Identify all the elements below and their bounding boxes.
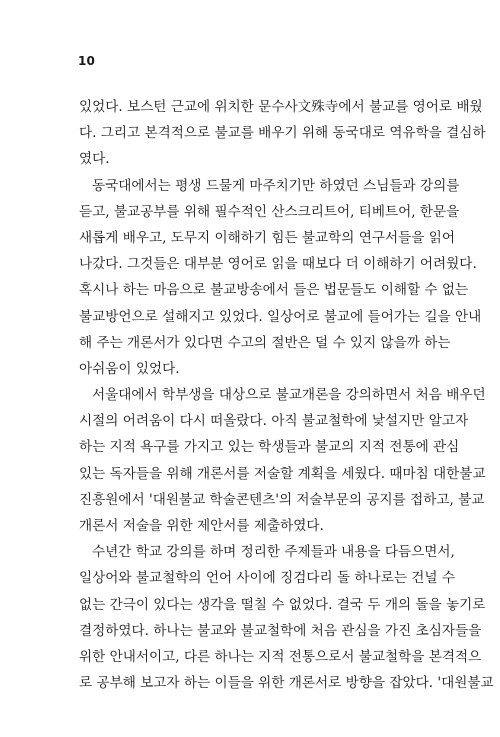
text-line: 있었다. 보스턴 근교에 위치한 문수사文殊寺에서 불교를 영어로 배웠 (79, 99, 483, 115)
text-line: 동국대에서는 평생 드물게 마주치기만 하였던 스님들과 강의를 (92, 177, 460, 194)
text-line: 듣고, 불교공부를 위해 필수적인 산스크리트어, 티베트어, 한문을 (79, 203, 460, 220)
page-number: 10 (78, 54, 96, 68)
text-line: 해 주는 개론서가 있다면 수고의 절반은 덜 수 있지 않을까 하는 (79, 334, 451, 351)
text-line: 나갔다. 그것들은 대부분 영어로 읽을 때보다 더 이해하기 어려웠다. (79, 256, 477, 273)
text-line: 수년간 학교 강의를 하며 정리한 주제들과 내용을 다듬으면서, (92, 544, 455, 561)
text-line: 위한 안내서이고, 다른 하나는 지적 전통으로서 불교철학을 본격적으 (79, 648, 482, 665)
text-line: 아쉬움이 있었다. (79, 360, 180, 377)
text-line: 없는 간극이 있다는 생각을 떨칠 수 없었다. 결국 두 개의 돌을 놓기로 (79, 596, 486, 613)
text-line: 였다. (79, 151, 110, 168)
text-line: 다. 그리고 본격적으로 불교를 배우기 위해 동국대로 역유학을 결심하 (79, 125, 486, 142)
text-line: 개론서 저술을 위한 제안서를 제출하였다. (79, 518, 324, 534)
text-line: 서울대에서 학부생을 대상으로 불교개론을 강의하면서 처음 배우던 (92, 387, 486, 404)
text-line: 새롭게 배우고, 도무지 이해하기 힘든 불교학의 연구서들을 읽어 (79, 229, 455, 246)
body-text (79, 94, 494, 696)
text-line: 결정하였다. 하나는 불교와 불교철학에 처음 관심을 가진 초심자들을 (79, 622, 482, 639)
text-line: 있는 독자들을 위해 개론서를 저술할 계획을 세웠다. 때마침 대한불교 (79, 465, 486, 482)
text-line: 진흥원에서 '대원불교 학술콘텐츠'의 저술부문의 공지를 접하고, 불교 (79, 491, 485, 508)
text-line: 시절의 어려움이 다시 떠올랐다. 아직 불교철학에 낯설지만 알고자 (79, 413, 469, 430)
text-line: 불교방언으로 설해지고 있었다. 일상어로 불교에 들어가는 길을 안내 (79, 308, 482, 325)
text-line: 일상어와 불교철학의 언어 사이에 징검다리 돌 하나로는 건널 수 (79, 570, 455, 587)
text-line: 혹시나 하는 마음으로 불교방송에서 들은 법문들도 이해할 수 없는 (79, 282, 469, 299)
text-line: 하는 지적 욕구를 가지고 있는 학생들과 불교의 지적 전통에 관심 (79, 439, 460, 456)
text-line: 로 공부해 보고자 하는 이들을 위한 개론서로 방향을 잡았다. '대원불교 (79, 675, 494, 692)
